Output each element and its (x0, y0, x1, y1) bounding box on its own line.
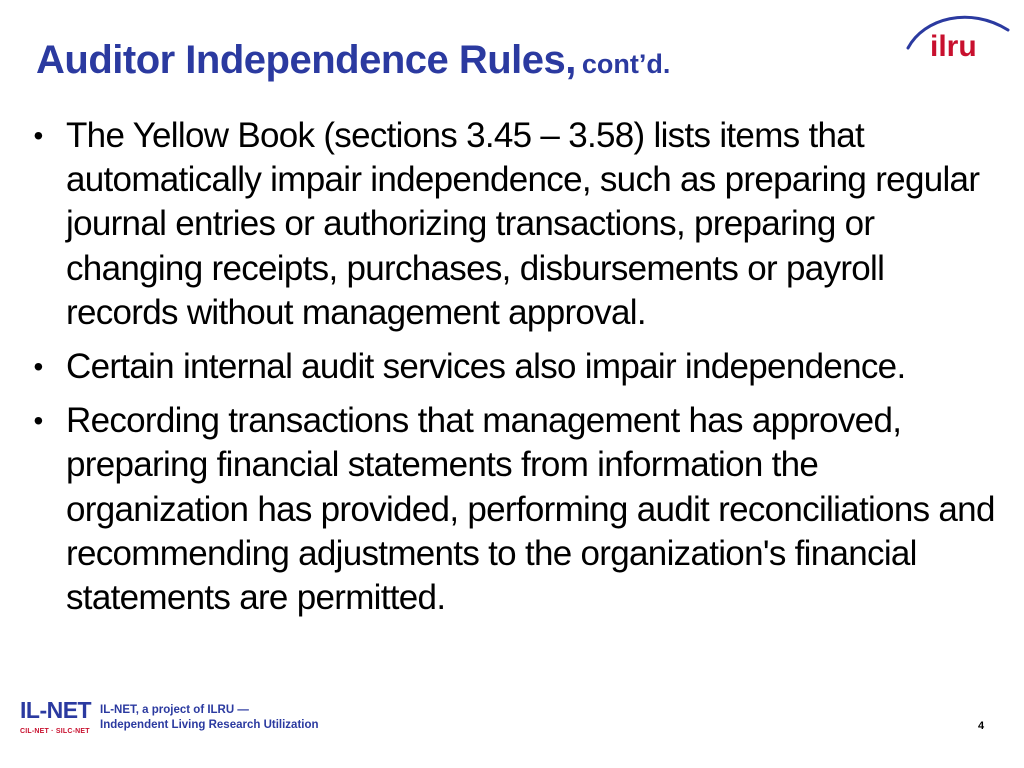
ilru-logo (904, 6, 1012, 66)
title-suffix: cont’d. (581, 49, 671, 79)
title-main: Auditor Independence Rules, (36, 38, 576, 82)
bullet-list (28, 114, 998, 630)
ilru-logo-text: ilru (930, 30, 977, 63)
bullet-text: Certain internal audit services also impair independence. (66, 347, 906, 387)
bullet-text: The Yellow Book (sections 3.45 – 3.58) lists items that automatically impair independence, such as preparing regular journal entries or authorizing transactions, preparing or changing receipts, purchases, disbursements or payroll records without management approval. (66, 116, 980, 332)
il-net-logo-mark: IL-NET (20, 697, 92, 723)
bullet-item (28, 345, 998, 389)
slide-title (36, 38, 670, 82)
bullet-item (28, 114, 998, 335)
il-net-logo-sub: CIL-NET · SILC-NET (20, 728, 90, 735)
il-net-logo (20, 698, 100, 738)
bullet-text: Recording transactions that management has approved, preparing financial statements from information the organization has provided, performing audit reconciliations and recommending adjustments to the organization's financial statements are permitted. (66, 401, 995, 618)
bullet-dot: • (33, 351, 43, 383)
footer-line-1: IL-NET, a project of ILRU — (100, 704, 249, 716)
bullet-dot: • (33, 405, 43, 437)
bullet-dot: • (33, 120, 43, 151)
bullet-item (28, 399, 998, 620)
footer-line-2: Independent Living Research Utilization (100, 719, 319, 731)
page-number: 4 (978, 720, 985, 732)
footer-credit (100, 703, 319, 733)
